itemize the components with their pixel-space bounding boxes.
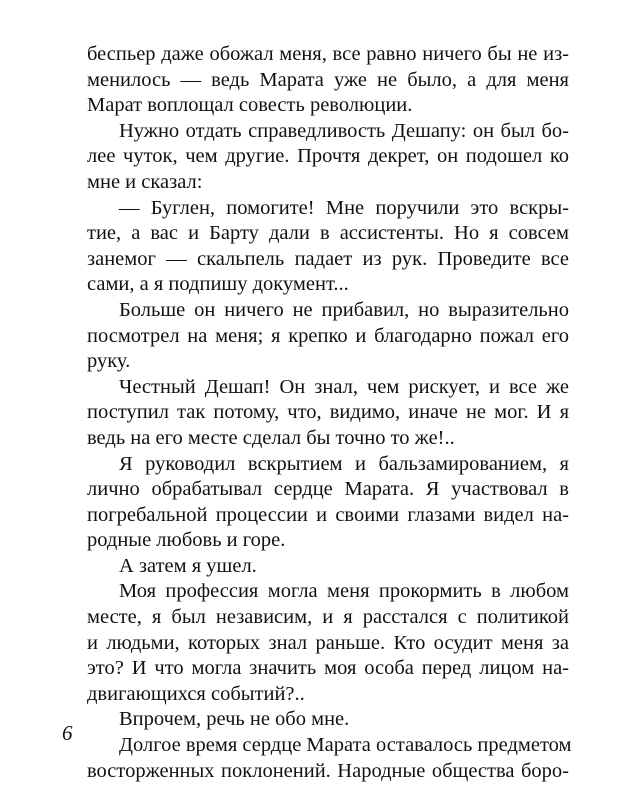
text-line: тие, а вас и Барту дали в ассистенты. Но я совсем [87,222,569,245]
text-line: А затем я ушел. [119,554,257,577]
text-line: менилось — ведь Марата уже не было, а для меня [87,68,569,91]
text-line: месте, я был независим, и я расстался с политикой [87,606,569,629]
text-line: погребальной процессии и своими глазами видел на- [87,503,569,526]
text-line: Больше он ничего не прибавил, но выразительно [119,298,569,321]
paragraph [87,42,569,119]
page-number: 6 [62,721,73,745]
text-line: лично обрабатывал сердце Марата. Я участвовал в [87,478,569,501]
paragraph [87,707,569,733]
text-line: мне и сказал: [87,170,203,193]
paragraph [87,579,569,707]
text-line: Нужно отдать справедливость Дешапу: он был бо- [119,119,569,142]
text-line: и людьми, которых знал раньше. Кто осудит меня за [87,631,569,654]
text-line: Впрочем, речь не обо мне. [119,708,350,731]
text-line: Марат воплощал совесть революции. [87,94,413,117]
text-line: сами, а я подпишу документ... [87,273,349,296]
text-line: Долгое время сердце Марата оставалось предметом [119,734,572,757]
paragraph [87,298,569,375]
paragraph [87,554,569,580]
paragraph [87,452,569,554]
text-line: Честный Дешап! Он знал, чем рискует, и все же [119,375,569,398]
paragraph [87,375,569,452]
text-line: ведь на его месте сделал бы точно то же!.. [87,426,455,449]
text-line: родные любовь и горе. [87,529,286,552]
text-line: поступил так потому, что, видимо, иначе не мог. И я [87,401,569,424]
text-line: восторженных поклонений. Народные общества боро- [87,759,569,782]
text-line: посмотрел на меня; я крепко и благодарно пожал его [87,324,569,347]
text-line: лее чуток, чем другие. Прочтя декрет, он подошел ко [87,145,569,168]
paragraph [87,119,569,196]
paragraph [87,733,572,784]
text-line: Моя профессия могла меня прокормить в любом [119,580,569,603]
text-line: занемог — скальпель падает из рук. Проведите все [87,247,569,270]
text-line: двигающихся событий?.. [87,682,305,705]
text-line: Я руководил вскрытием и бальзамированием, я [119,452,569,475]
text-line: беспьер даже обожал меня, все равно ничего бы не из- [87,43,569,65]
text-line: руку. [87,350,131,373]
text-line: это? И что могла значить моя особа перед лицом на- [87,657,569,680]
body-text [87,42,572,784]
paragraph [87,196,569,298]
text-line: — Буглен, помогите! Мне поручили это вскры- [119,196,569,219]
